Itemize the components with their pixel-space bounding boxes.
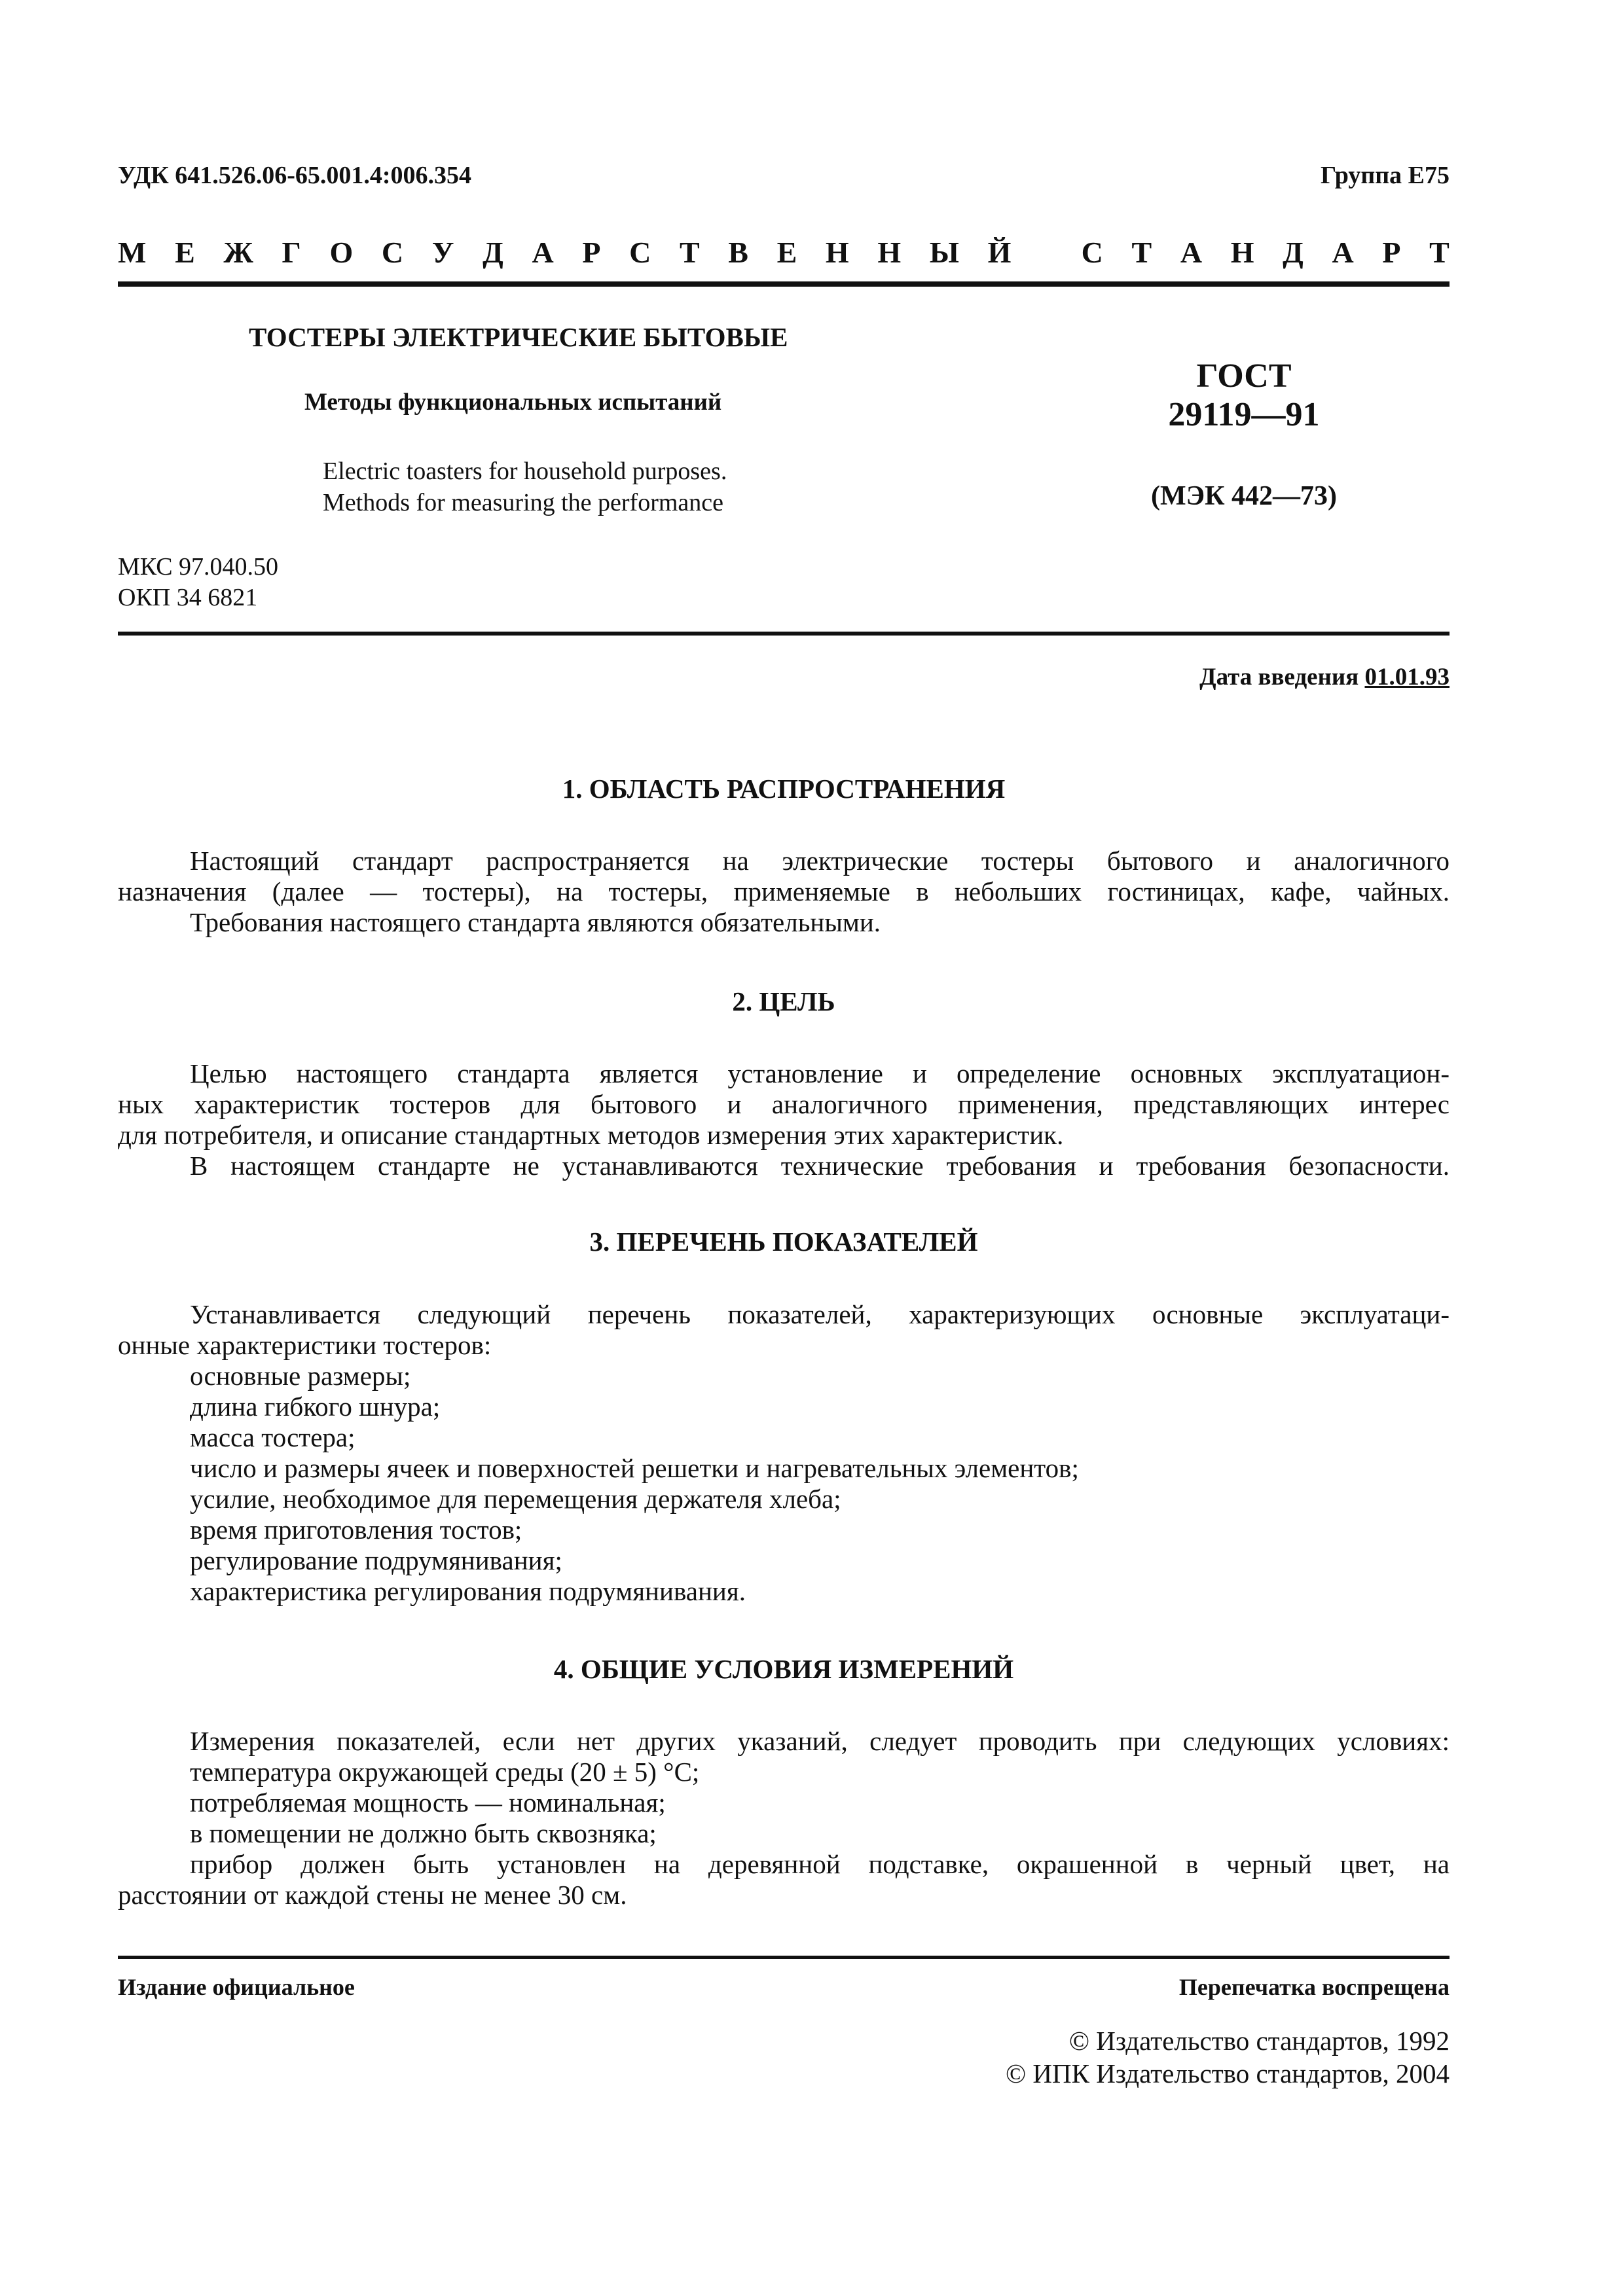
- title-en-line2: Methods for measuring the performance: [323, 489, 724, 516]
- section-2-line-2: ных характеристик тостеров для бытового и аналогичного применения, представляющих интерес: [118, 1089, 1450, 1119]
- official-edition: Издание официальное: [118, 1974, 355, 2000]
- section-2-line-1: Целью настоящего стандарта является установление и определение основных эксплуатацион-: [190, 1058, 1450, 1088]
- group-code: Группа Е75: [1320, 162, 1450, 189]
- banner-letter: А: [532, 236, 554, 269]
- banner-letter: Н: [1230, 236, 1254, 269]
- banner-letter: У: [431, 236, 454, 269]
- banner-letter: С: [381, 236, 404, 269]
- interstate-standard-banner: [118, 234, 1450, 271]
- banner-letter: Р: [1382, 236, 1401, 269]
- section-4-line-2: температура окружающей среды (20 ± 5) °С;: [190, 1757, 700, 1787]
- introduction-date: [1199, 662, 1450, 692]
- banner-letter: О: [329, 236, 354, 269]
- banner-letter: Ж: [223, 236, 253, 269]
- section-4-line-4: в помещении не должно быть сквозняка;: [190, 1818, 657, 1848]
- section-2-heading: 2. ЦЕЛЬ: [732, 986, 835, 1016]
- introduction-date-label: Дата введения: [1199, 664, 1359, 691]
- list-item: время приготовления тостов;: [190, 1515, 522, 1545]
- header-rule: [118, 281, 1450, 287]
- title-ru-main: ТОСТЕРЫ ЭЛЕКТРИЧЕСКИЕ БЫТОВЫЕ: [249, 322, 788, 352]
- banner-letter: Г: [282, 236, 301, 269]
- list-item: число и размеры ячеек и поверхностей решетки и нагревательных элементов;: [190, 1453, 1079, 1483]
- banner-letter: С: [1081, 236, 1103, 269]
- section-4-line-1: Измерения показателей, если нет других указаний, следует проводить при следующих условиях:: [190, 1726, 1450, 1756]
- section-1-line-1: Настоящий стандарт распространяется на электрические тостеры бытового и аналогичного: [190, 846, 1450, 876]
- section-3-line-2: онные характеристики тостеров:: [118, 1330, 492, 1360]
- footer-rule: [118, 1956, 1450, 1959]
- iec-reference: (МЭК 442—73): [1150, 481, 1338, 511]
- banner-letter: Й: [987, 236, 1012, 269]
- section-4-line-6: расстоянии от каждой стены не менее 30 см.: [118, 1880, 627, 1910]
- banner-letter: Д: [483, 236, 503, 269]
- gost-number: 29119—91: [1168, 396, 1320, 433]
- section-4-line-5: прибор должен быть установлен на деревянной подставке, окрашенной в черный цвет, на: [190, 1849, 1450, 1879]
- okp-code: ОКП 34 6821: [118, 584, 258, 611]
- udc-code: УДК 641.526.06-65.001.4:006.354: [118, 162, 472, 189]
- banner-letter: В: [728, 236, 748, 269]
- section-4-line-3: потребляемая мощность — номинальная;: [190, 1787, 666, 1818]
- copyright-2004: © ИПК Издательство стандартов, 2004: [1005, 2058, 1450, 2089]
- list-item: усилие, необходимое для перемещения держателя хлеба;: [190, 1484, 841, 1514]
- section-4-heading: 4. ОБЩИЕ УСЛОВИЯ ИЗМЕРЕНИЙ: [553, 1654, 1014, 1684]
- section-1-line-3: Требования настоящего стандарта являются обязательными.: [190, 907, 881, 937]
- list-item: характеристика регулирования подрумянивания.: [190, 1576, 746, 1606]
- banner-letter: Т: [1131, 236, 1152, 269]
- banner-letter: С: [629, 236, 651, 269]
- title-ru-sub: Методы функциональных испытаний: [304, 389, 722, 416]
- banner-letter: Е: [175, 236, 195, 269]
- banner-letter: М: [118, 236, 147, 269]
- title-rule: [118, 632, 1450, 636]
- banner-letter: Т: [679, 236, 700, 269]
- banner-letter: Т: [1429, 236, 1450, 269]
- section-3-line-1: Устанавливается следующий перечень показателей, характеризующих основные эксплуатаци-: [190, 1299, 1450, 1329]
- banner-letter: Н: [825, 236, 849, 269]
- gost-label: ГОСТ: [1196, 357, 1292, 395]
- banner-gap: [1040, 234, 1053, 271]
- copyright-1992: © Издательство стандартов, 1992: [1068, 2026, 1450, 2056]
- banner-letter: А: [1180, 236, 1203, 269]
- title-en-line1: Electric toasters for household purposes.: [323, 457, 727, 485]
- banner-letter: Е: [776, 236, 797, 269]
- list-item: масса тостера;: [190, 1422, 356, 1452]
- banner-letter: Ы: [929, 236, 959, 269]
- reprint-prohibited: Перепечатка воспрещена: [1178, 1974, 1450, 2000]
- section-1-heading: 1. ОБЛАСТЬ РАСПРОСТРАНЕНИЯ: [562, 774, 1006, 804]
- banner-letter: Д: [1283, 236, 1304, 269]
- list-item: длина гибкого шнура;: [190, 1391, 441, 1422]
- section-3-heading: 3. ПЕРЕЧЕНЬ ПОКАЗАТЕЛЕЙ: [589, 1227, 978, 1257]
- section-2-line-4: В настоящем стандарте не устанавливаются технические требования и требования безопасности.: [190, 1151, 1450, 1181]
- introduction-date-value: 01.01.93: [1364, 664, 1450, 691]
- section-1-line-2: назначения (далее — тостеры), на тостеры, применяемые в небольших гостиницах, кафе, чайных.: [118, 876, 1450, 906]
- list-item: регулирование подрумянивания;: [190, 1545, 562, 1575]
- banner-letter: Н: [877, 236, 902, 269]
- mks-code: МКС 97.040.50: [118, 553, 279, 581]
- banner-letter: А: [1332, 236, 1354, 269]
- banner-letter: Р: [582, 236, 601, 269]
- section-2-line-3: для потребителя, и описание стандартных методов измерения этих характеристик.: [118, 1120, 1064, 1150]
- list-item: основные размеры;: [190, 1361, 411, 1391]
